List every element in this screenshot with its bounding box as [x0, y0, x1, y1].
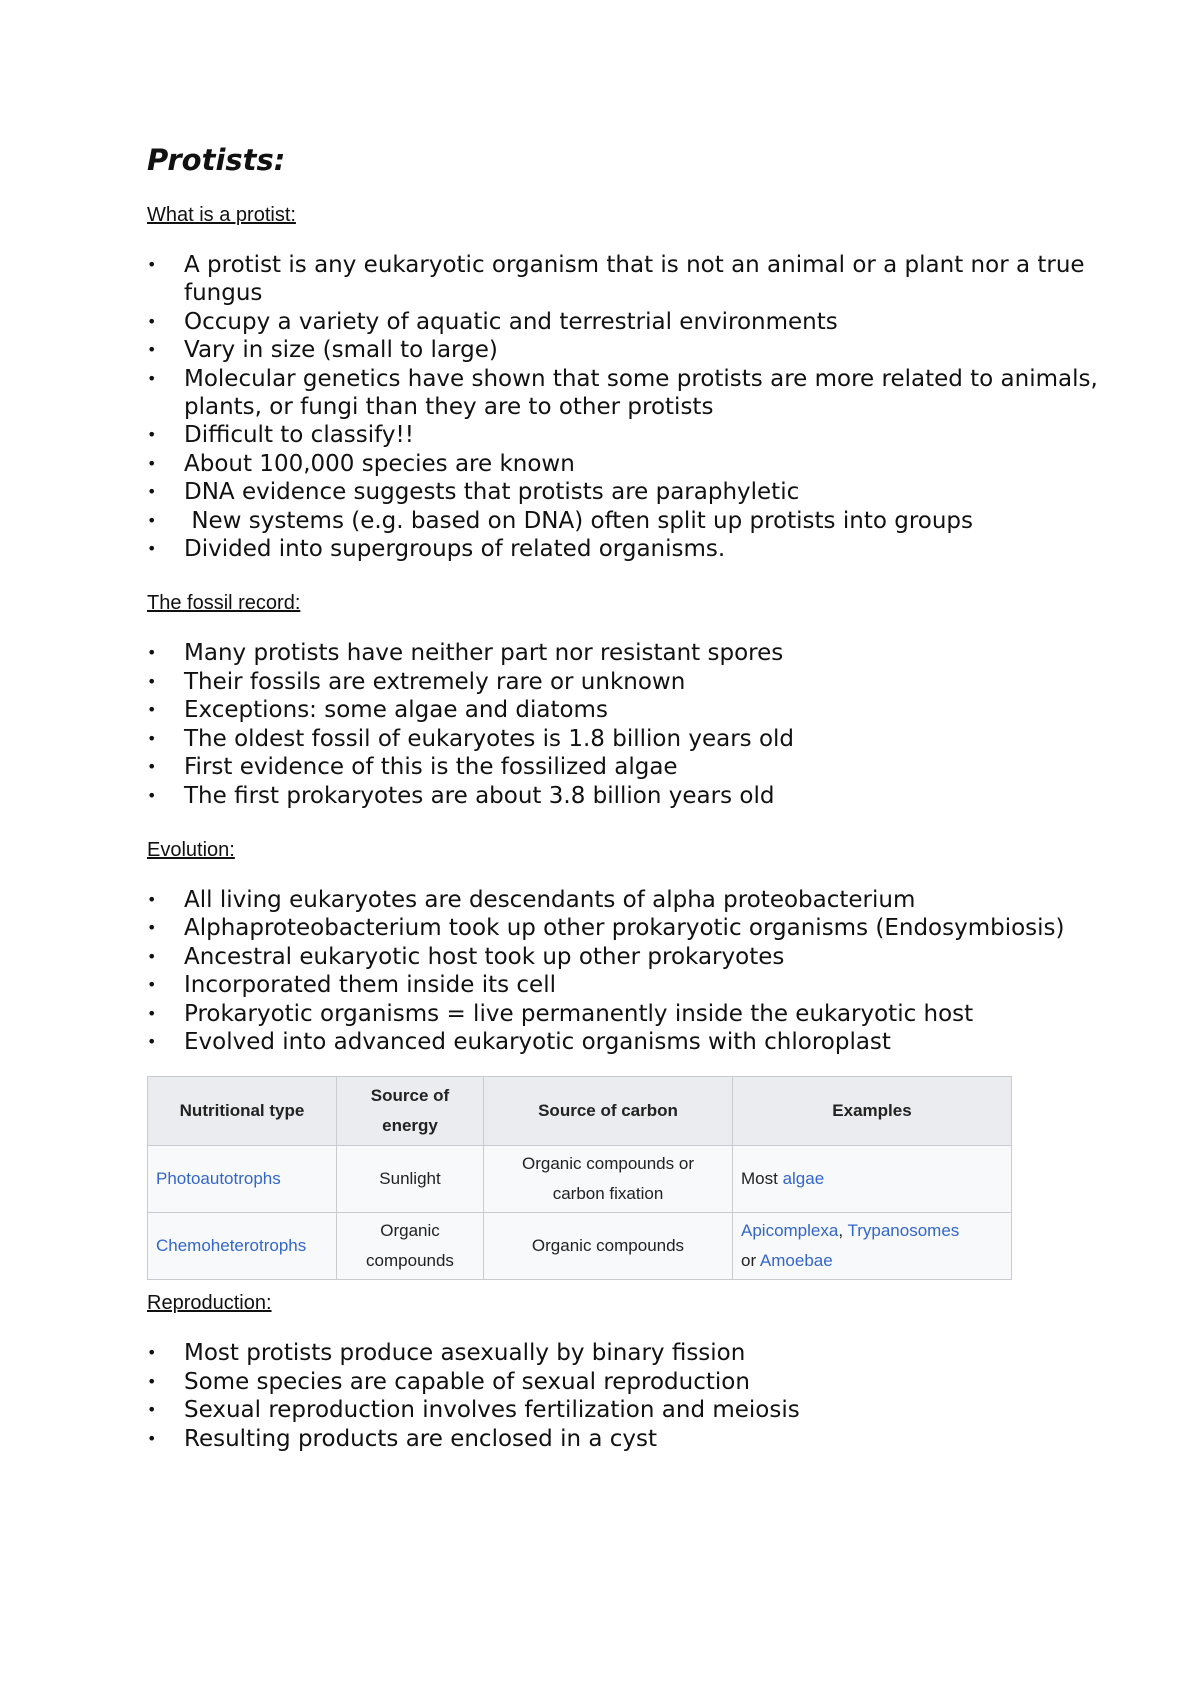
list-item: [147, 753, 1107, 781]
list-item-text: New systems (e.g. based on DNA) often split up protists into groups: [184, 507, 973, 534]
bullet-icon: •: [147, 975, 157, 995]
list-item-text: All living eukaryotes are descendants of alpha proteobacterium: [184, 886, 916, 913]
bullet-list-reproduction: [147, 1339, 1107, 1453]
list-item: [147, 1339, 1107, 1367]
list-item-text: A protist is any eukaryotic organism that is not an animal or a plant nor a true fungus: [184, 252, 1092, 307]
list-item-text: Incorporated them inside its cell: [184, 972, 556, 999]
list-item: [147, 914, 1107, 942]
list-item-text: Evolved into advanced eukaryotic organisms with chloroplast: [184, 1028, 891, 1055]
list-item: [147, 478, 1107, 506]
cell-type[interactable]: [148, 1146, 337, 1213]
list-item-text: Resulting products are enclosed in a cyst: [184, 1425, 658, 1452]
list-item: [147, 696, 1107, 724]
list-item: [147, 668, 1107, 696]
list-item: [147, 971, 1107, 999]
bullet-icon: •: [147, 1428, 157, 1448]
list-item-text: Occupy a variety of aquatic and terrestrial environments: [184, 308, 838, 335]
section-heading-evolution: Evolution:: [147, 838, 235, 861]
list-item: [147, 1425, 1107, 1453]
nutrition-table: [147, 1076, 1012, 1280]
list-item-text: Alphaproteobacterium took up other prokaryotic organisms (Endosymbiosis): [184, 915, 1065, 942]
table-row: [148, 1146, 1012, 1213]
link-trypanosomes[interactable]: Trypanosomes: [847, 1221, 960, 1241]
table-row: [148, 1213, 1012, 1280]
list-item-text: Some species are capable of sexual reproduction: [184, 1368, 750, 1395]
cell-type[interactable]: [148, 1213, 337, 1280]
list-item: [147, 1028, 1107, 1056]
list-item-text: Vary in size (small to large): [184, 337, 498, 364]
list-item-text: Prokaryotic organisms = live permanently inside the eukaryotic host: [184, 1000, 974, 1027]
bullet-list-evolution: [147, 886, 1107, 1056]
bullet-icon: •: [147, 1371, 157, 1391]
cell-carbon: Organic compounds: [484, 1213, 733, 1280]
link-photoautotrophs[interactable]: Photoautotrophs: [156, 1169, 281, 1189]
list-item-text: Many protists have neither part nor resistant spores: [184, 640, 784, 667]
list-item-text: Most protists produce asexually by binary fission: [184, 1340, 746, 1367]
list-item-text: Difficult to classify!!: [184, 422, 414, 449]
cell-energy: Sunlight: [337, 1146, 484, 1213]
bullet-icon: •: [147, 340, 157, 360]
list-item-text: Exceptions: some algae and diatoms: [184, 697, 608, 724]
bullet-icon: •: [147, 482, 157, 502]
bullet-icon: •: [147, 311, 157, 331]
bullet-list-what: [147, 251, 1107, 563]
list-item: [147, 450, 1107, 478]
list-item: [147, 365, 1107, 422]
page-title: Protists:: [147, 143, 286, 177]
bullet-icon: •: [147, 889, 157, 909]
bullet-icon: •: [147, 671, 157, 691]
link-apicomplexa[interactable]: Apicomplexa: [741, 1221, 839, 1241]
link-algae[interactable]: algae: [782, 1169, 825, 1189]
list-item: [147, 639, 1107, 667]
bullet-icon: •: [147, 425, 157, 445]
bullet-icon: •: [147, 1003, 157, 1023]
list-item: [147, 1396, 1107, 1424]
section-heading-what: What is a protist:: [147, 204, 296, 226]
bullet-icon: •: [147, 255, 157, 274]
header-source-of-energy: Source of energy: [337, 1077, 484, 1146]
list-item: [147, 886, 1107, 914]
bullet-icon: •: [147, 728, 157, 748]
cell-examples: Apicomplexa, Trypanosomes or Amoebae: [733, 1213, 1012, 1280]
section-heading-fossil: The fossil record:: [147, 592, 301, 615]
list-item: [147, 507, 1107, 535]
list-item: [147, 535, 1107, 563]
list-item-text: Ancestral eukaryotic host took up other prokaryotes: [184, 943, 785, 970]
bullet-icon: •: [147, 700, 157, 720]
list-item: [147, 1000, 1107, 1028]
section-heading-reproduction: Reproduction:: [147, 1292, 272, 1315]
cell-energy: Organic compounds: [337, 1213, 484, 1280]
list-item-text: Molecular genetics have shown that some protists are more related to animals, plants, or fungi than they are to other protists: [184, 365, 1106, 421]
list-item: [147, 336, 1107, 364]
table-header-row: [148, 1077, 1012, 1146]
list-item: [147, 725, 1107, 753]
header-nutritional-type: Nutritional type: [148, 1077, 337, 1146]
bullet-icon: •: [147, 368, 157, 388]
bullet-list-fossil: [147, 639, 1107, 809]
list-item: [147, 251, 1107, 308]
bullet-icon: •: [147, 539, 157, 559]
list-item: [147, 421, 1107, 449]
document-page: [147, 142, 1107, 1480]
cell-examples: Most algae: [733, 1146, 1012, 1213]
list-item-text: About 100,000 species are known: [184, 450, 575, 477]
bullet-icon: •: [147, 918, 157, 938]
list-item-text: The first prokaryotes are about 3.8 billion years old: [184, 782, 775, 809]
link-chemoheterotrophs[interactable]: Chemoheterotrophs: [156, 1236, 307, 1256]
header-examples: Examples: [733, 1077, 1012, 1146]
list-item: [147, 782, 1107, 810]
bullet-icon: •: [147, 785, 157, 805]
header-source-of-carbon: Source of carbon: [484, 1077, 733, 1146]
list-item: [147, 943, 1107, 971]
list-item-text: Their fossils are extremely rare or unknown: [184, 668, 686, 695]
list-item: [147, 308, 1107, 336]
bullet-icon: •: [147, 1400, 157, 1420]
list-item-text: Divided into supergroups of related organisms.: [184, 536, 726, 563]
link-amoebae[interactable]: Amoebae: [759, 1251, 833, 1271]
bullet-icon: •: [147, 453, 157, 473]
bullet-icon: •: [147, 643, 157, 663]
bullet-icon: •: [147, 946, 157, 966]
list-item-text: The oldest fossil of eukaryotes is 1.8 billion years old: [184, 725, 795, 752]
list-item-text: First evidence of this is the fossilized algae: [184, 754, 678, 781]
bullet-icon: •: [147, 1343, 157, 1363]
bullet-icon: •: [147, 1031, 157, 1051]
list-item-text: Sexual reproduction involves fertilization and meiosis: [184, 1397, 800, 1424]
list-item-text: DNA evidence suggests that protists are paraphyletic: [184, 479, 800, 506]
bullet-icon: •: [147, 757, 157, 777]
list-item: [147, 1368, 1107, 1396]
cell-carbon: Organic compounds or carbon fixation: [484, 1146, 733, 1213]
bullet-icon: •: [147, 510, 157, 530]
